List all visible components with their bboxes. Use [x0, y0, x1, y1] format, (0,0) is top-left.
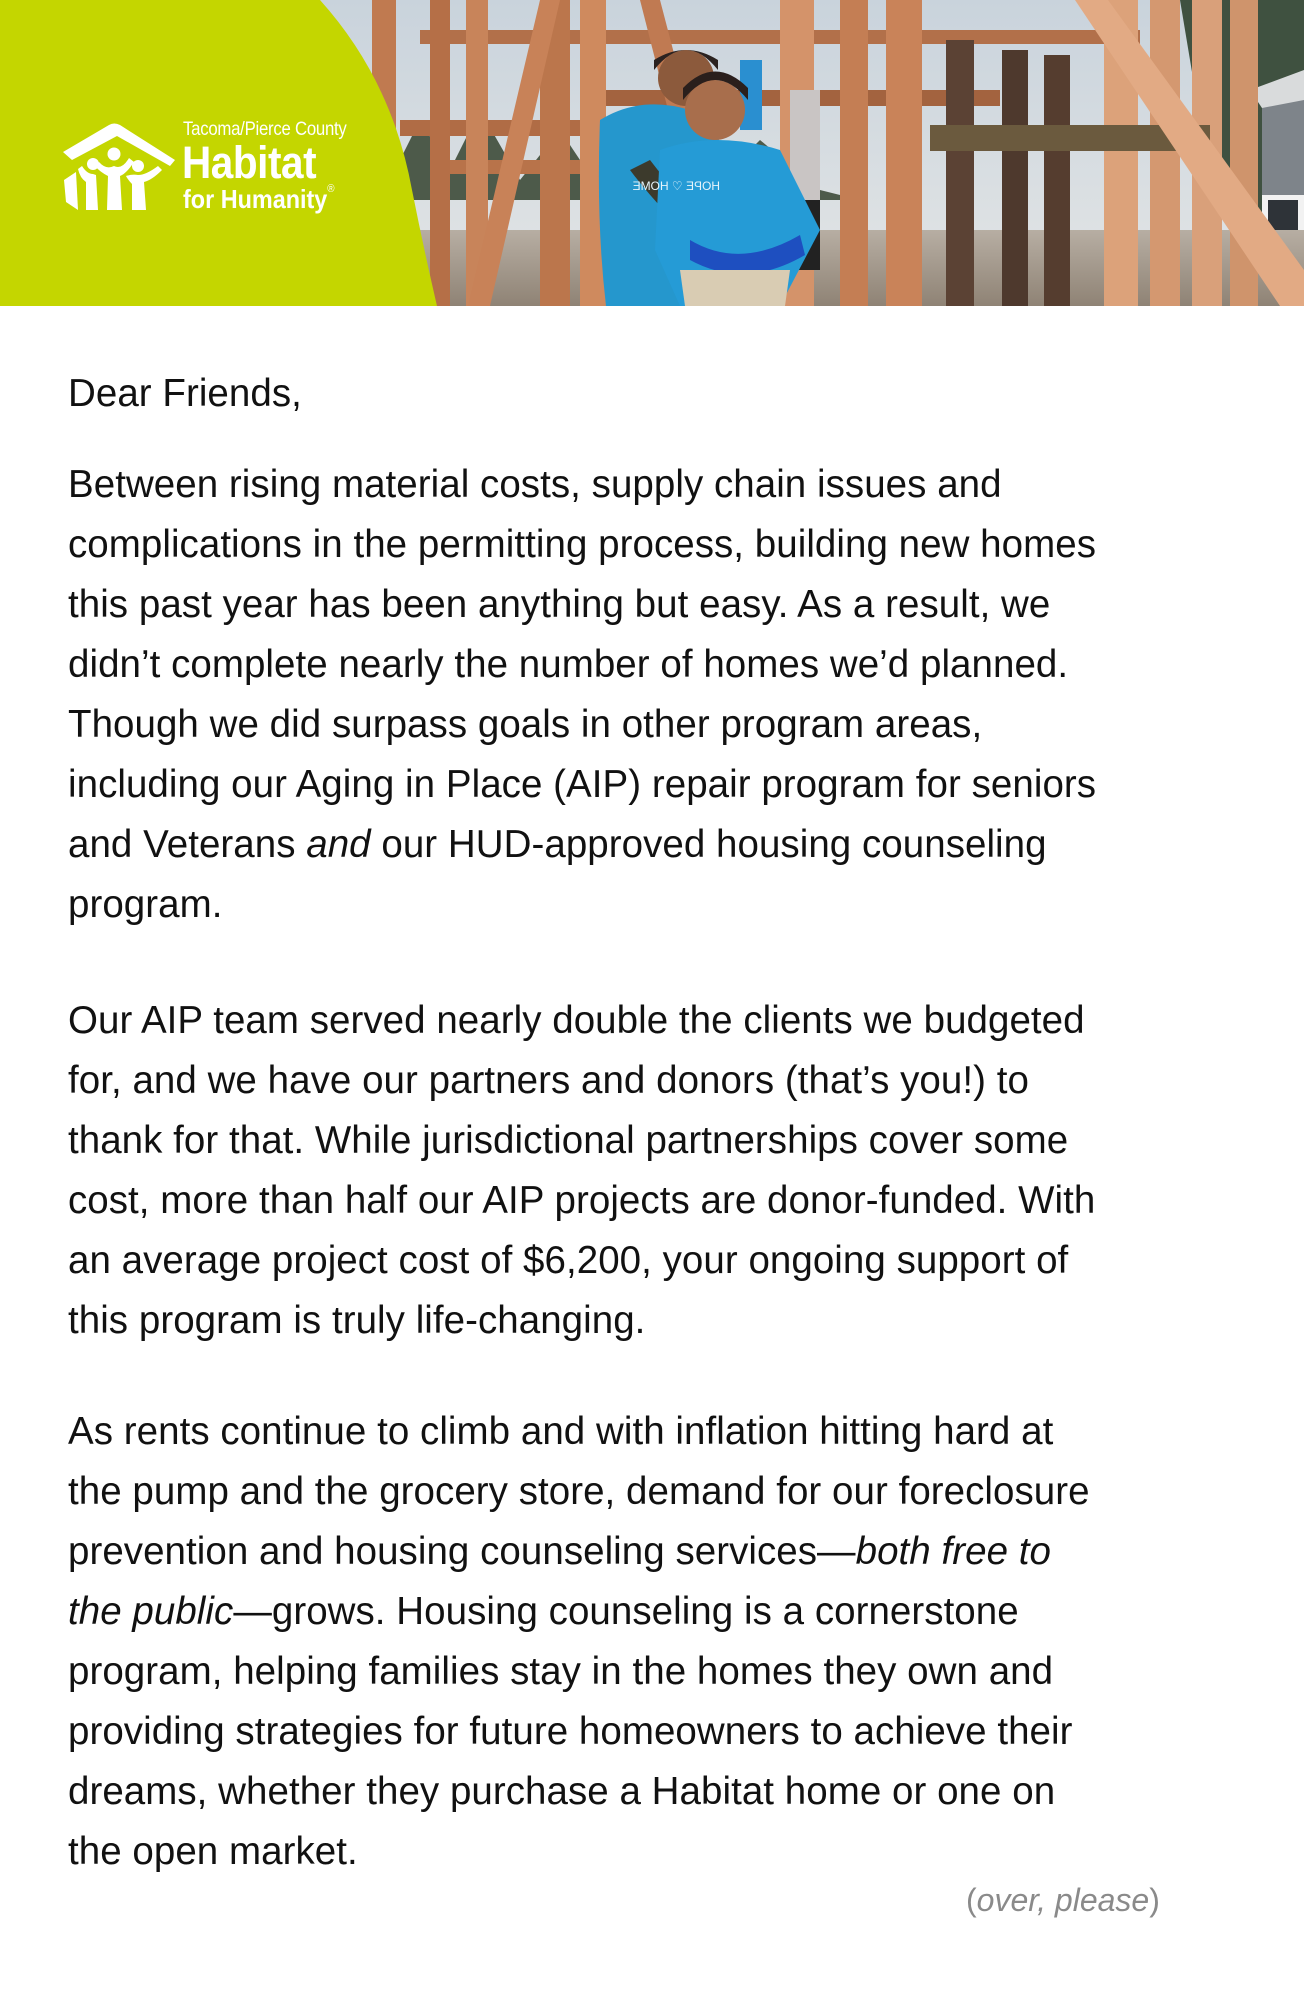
text-line: including our Aging in Place (AIP) repair program for seniors — [68, 763, 1097, 806]
text-line: for, and we have our partners and donors (that’s you!) to — [68, 1059, 1029, 1102]
text-line — [68, 1529, 1051, 1575]
text-line: dreams, whether they purchase a Habitat home or one on — [68, 1770, 1056, 1813]
greeting: Dear Friends, — [68, 372, 302, 415]
text-line: this past year has been anything but easy. As a result, we — [68, 583, 1051, 626]
text-line: Our AIP team served nearly double the clients we budgeted — [68, 999, 1085, 1042]
habitat-house-people-icon — [62, 122, 177, 212]
logo-tagline — [183, 183, 335, 214]
text-line: As rents continue to climb and with inflation hitting hard at — [68, 1410, 1054, 1453]
text-line: Between rising material costs, supply chain issues and — [68, 463, 1002, 506]
text-run: prevention and housing counseling services— — [68, 1530, 856, 1573]
text-line — [68, 822, 1047, 868]
paren-close: ) — [1149, 1882, 1160, 1918]
logo-name-text: Habitat — [182, 137, 317, 188]
text-run: —grows. Housing counseling is a cornerstone — [233, 1590, 1019, 1633]
text-line: providing strategies for future homeowners to achieve their — [68, 1710, 1073, 1753]
text-run: our HUD-approved housing counseling — [370, 823, 1047, 866]
text-line: thank for that. While jurisdictional partnerships cover some — [68, 1119, 1069, 1162]
paren-open: ( — [966, 1882, 977, 1918]
text-line: the pump and the grocery store, demand for our foreclosure — [68, 1470, 1090, 1513]
over-please-note — [966, 1882, 1160, 1919]
text-line: Though we did surpass goals in other program areas, — [68, 703, 983, 746]
text-line: an average project cost of $6,200, your ongoing support of — [68, 1239, 1069, 1282]
over-please-text: over, please — [976, 1882, 1150, 1918]
emphasis-text: the public — [68, 1590, 234, 1633]
text-line: program. — [68, 883, 223, 926]
text-line: cost, more than half our AIP projects are donor-funded. With — [68, 1179, 1096, 1222]
logo-tagline-text: for Humanity — [183, 184, 328, 214]
logo-region-text: Tacoma/Pierce County — [183, 118, 347, 140]
emphasis-text: and — [306, 823, 371, 866]
registered-mark: ® — [327, 183, 335, 195]
text-line: program, helping families stay in the homes they own and — [68, 1650, 1054, 1693]
text-run: and Veterans — [68, 823, 307, 866]
habitat-logo[interactable] — [62, 118, 382, 218]
shirt-text: HOPE ♡ HOME — [632, 179, 720, 193]
emphasis-text: both free to — [855, 1530, 1051, 1573]
text-line: this program is truly life-changing. — [68, 1299, 646, 1342]
text-line: didn’t complete nearly the number of homes we’d planned. — [68, 643, 1069, 686]
text-line — [68, 1589, 1019, 1635]
text-line: complications in the permitting process, building new homes — [68, 523, 1096, 566]
header-banner — [0, 0, 1304, 306]
text-line: the open market. — [68, 1830, 358, 1873]
